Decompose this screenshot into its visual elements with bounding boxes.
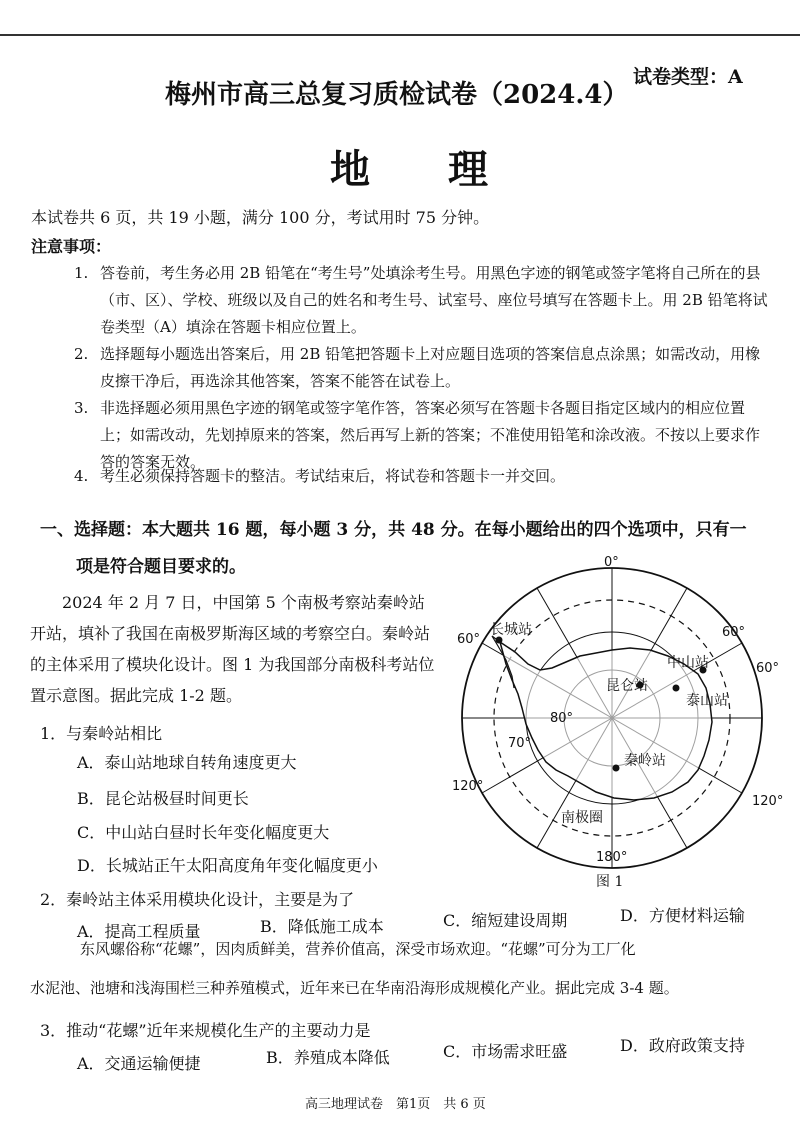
label-lat-60-left: 60°	[457, 632, 481, 647]
notice-number: 4.	[74, 467, 89, 485]
question-1-option-a: A．泰山站地球自转角速度更大	[77, 753, 297, 772]
label-lat-80: 80°	[550, 711, 574, 726]
passage-snail-line2: 水泥池、池塘和浅海围栏三种养殖模式，近年来已在华南沿海形成规模化产业。据此完成 3-4 题。	[30, 979, 679, 997]
question-1-option-d: D．长城站正午太阳高度角年变化幅度更小	[77, 856, 378, 875]
notice-text: 考生必须保持答题卡的整洁。考试结束后，将试卷和答题卡一并交回。	[100, 467, 566, 485]
page-footer: 高三地理试卷 第1页 共 6 页	[305, 1097, 486, 1112]
qinling-station-marker	[613, 765, 620, 772]
label-lon-120-right: 120°	[752, 794, 784, 809]
section-heading-cont: 项是符合题目要求的。	[76, 557, 246, 577]
subject-heading: 地理	[330, 146, 566, 193]
question-2-option-c: C．缩短建设周期	[443, 911, 568, 930]
notice-text: 答卷前，考生务必用 2B 铅笔在“考生号”处填涂考生号。用黑色字迹的钢笔或签字笔将自己所在的县（市、区）、学校、班级以及自己的姓名和考生号、试室号、座位号填写在答题卡上。用 2B 铅笔将试卷类型（A）填涂在答题卡相应位置上。	[100, 264, 768, 336]
notice-number: 2.	[74, 345, 89, 363]
exam-summary: 本试卷共 6 页，共 19 小题，满分 100 分，考试用时 75 分钟。	[31, 208, 490, 227]
label-kunlun: 昆仑站	[606, 678, 648, 694]
taishan-station-marker	[673, 685, 680, 692]
question-3-option-d: D．政府政策支持	[620, 1036, 745, 1055]
label-lat-70: 70°	[508, 736, 532, 751]
passage-antarctic: 2024 年 2 月 7 日，中国第 5 个南极考察站秦岭站开站，填补了我国在南极罗斯海区域的考察空白。秦岭站的主体采用了模块化设计。图 1 为我国部分南极科考站位置示意图。据此完成 1-2 题。	[30, 593, 435, 705]
top-rule	[0, 34, 800, 36]
question-3-option-c: C．市场需求旺盛	[443, 1042, 568, 1061]
question-2-option-b: B．降低施工成本	[260, 917, 384, 936]
label-taishan: 泰山站	[686, 693, 728, 709]
question-2-option-a: A．提高工程质量	[77, 922, 201, 941]
question-3-option-a: A．交通运输便捷	[77, 1054, 201, 1073]
notice-number: 3.	[74, 399, 89, 417]
notice-text: 非选择题必须用黑色字迹的钢笔或签字笔作答，答案必须写在答题卡各题目指定区域内的相应位置上；如需改动，先划掉原来的答案，然后再写上新的答案；不准使用铅笔和涂改液。不按以上要求作答的答案无效。	[100, 399, 761, 471]
question-1-option-b: B．昆仑站极昼时间更长	[77, 789, 249, 808]
label-antarctic-circle: 南极圈	[561, 810, 603, 826]
label-qinling: 秦岭站	[624, 753, 666, 769]
passage-snail-line1: 东风螺俗称“花螺”，因肉质鲜美，营养价值高，深受市场欢迎。“花螺”可分为工厂化	[80, 940, 636, 958]
antarctic-station-map	[448, 548, 800, 893]
question-3-stem: 3．推动“花螺”近年来规模化生产的主要动力是	[40, 1021, 371, 1040]
notice-item	[74, 341, 774, 395]
notice-number: 1.	[74, 264, 89, 282]
paper-type: 试卷类型：A	[633, 66, 743, 88]
notice-heading: 注意事项：	[31, 237, 112, 256]
question-1-stem: 1．与秦岭站相比	[40, 724, 163, 743]
question-3-option-b: B．养殖成本降低	[266, 1048, 390, 1067]
section-heading: 一、选择题：本大题共 16 题，每小题 3 分，共 48 分。在每小题给出的四个选项中，只有一	[40, 520, 747, 540]
label-lon-120-left: 120°	[452, 779, 484, 794]
notice-item	[74, 260, 774, 341]
label-lon-0: 0°	[604, 555, 619, 570]
exam-title: 梅州市高三总复习质检试卷（2024.4）	[165, 80, 629, 110]
label-lat-60-right-top: 60°	[722, 625, 746, 640]
question-2-stem: 2．秦岭站主体采用模块化设计，主要是为了	[40, 890, 355, 909]
figure-caption: 图 1	[596, 874, 624, 890]
label-lat-60-right: 60°	[756, 661, 780, 676]
label-changcheng: 长城站	[490, 622, 532, 638]
notice-text: 选择题每小题选出答案后，用 2B 铅笔把答题卡上对应题目选项的答案信息点涂黑；如需改动，用橡皮擦干净后，再选涂其他答案，答案不能答在试卷上。	[100, 345, 761, 390]
label-lon-180: 180°	[596, 850, 628, 865]
question-1-option-c: C．中山站白昼时长年变化幅度更大	[77, 823, 330, 842]
notice-item	[74, 463, 774, 490]
label-zhongshan: 中山站	[667, 655, 709, 671]
question-2-option-d: D．方便材料运输	[620, 906, 745, 925]
